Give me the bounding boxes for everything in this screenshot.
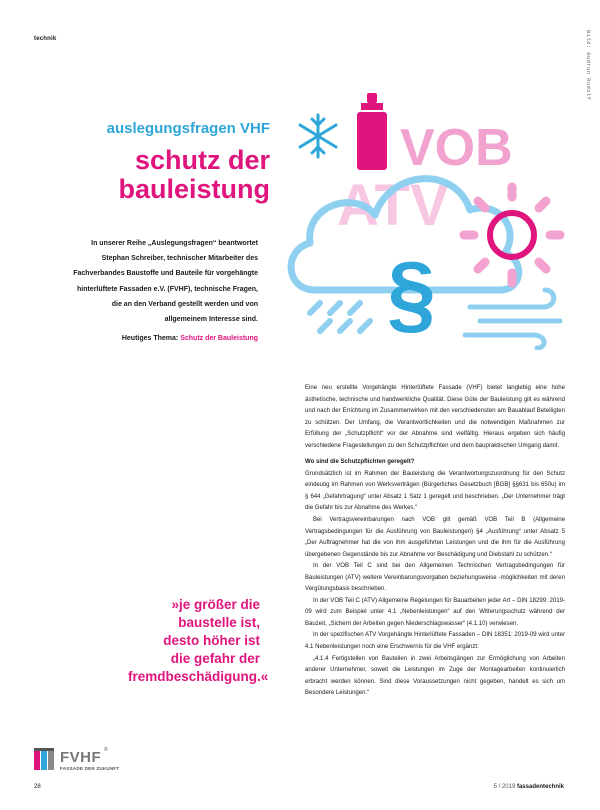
quote-line: »je größer die xyxy=(171,597,260,612)
quote-line: fremdbeschädigung.« xyxy=(128,669,269,684)
body-paragraph: In der VOB Teil C sind bei den Allgemeinen Technischen Vertragsbedingungen für Bauleistungen (ATV) weitere Vereinbarungsvorgaben beziehungsweise -möglichkeiten mit deren Vergütungsbasis beschrieben. xyxy=(305,563,565,593)
intro-text xyxy=(60,236,258,327)
body-paragraph: Grundsätzlich ist im Rahmen der Bauleistung die Verantwortungszuordnung für den Schutz eindeutig im Rahmen von Werksverträgen (Bürgerliches Gesetzbuch [BGB] §§631 bis 650u) im § 644 „Gefahrtragung“ unter Absatz 1 Satz 1 geregelt und beschrieben. „Der Unternehmer trägt die Gefahr bis zur Abnahme des Werkes.“ xyxy=(305,470,565,512)
fvhf-logo-icon xyxy=(34,748,58,772)
intro-line: hinterlüftete Fassaden e.V. (FVHF), technische Fragen, xyxy=(76,285,258,293)
quote-line: die gefahr der xyxy=(170,651,260,666)
photo-credit: Bild: Gudrun Rudolf xyxy=(585,30,592,101)
logo-name: FVHF xyxy=(60,749,102,766)
rain-icon xyxy=(310,303,370,331)
intro-line: Stephan Schreiber, technischer Mitarbeiter des xyxy=(101,255,258,263)
logo-registered-mark: ® xyxy=(104,747,108,753)
snowflake-icon xyxy=(300,115,336,157)
wind-icon xyxy=(465,290,560,348)
article-body xyxy=(305,383,565,700)
intro-line: In unserer Reihe „Auslegungsfragen“ beantwortet xyxy=(91,240,258,247)
paragraph-icon: § xyxy=(387,243,436,342)
title-line: schutz der xyxy=(134,145,270,175)
issue-number: 5 / 2019 xyxy=(493,784,516,790)
article-title xyxy=(60,146,270,204)
body-paragraph: In der VOB Teil C (ATV) Allgemeine Regelungen für Bauarbeiten jeder Art – DIN 18299: 2019-09 wird zum Beispiel unter 4.1 „Nebenleistungen“ auf den Witterungsschutz während der Bauzeit, „Sichern der Arbeiten gegen Niederschlagswasser“ (4.1.10) verwiesen. xyxy=(305,597,565,627)
section-heading: Wo sind die Schutzpflichten geregelt? xyxy=(305,459,415,466)
spray-can-icon xyxy=(357,93,387,170)
body-paragraph: „4.1.4 Fertigstellen von Bauteilen in zwei Arbeitsgängen zur Ermöglichung von Arbeiten anderer Unternehmer, soweit die Leistungen im Zuge der Montagearbeiten kontinuierlich erbracht werden können. Sind diese Voraussetzungen nicht gegeben, handelt es sich um Besondere Leistungen.“ xyxy=(305,655,565,697)
footer-issue xyxy=(494,784,564,790)
logo-tagline: FASSADE DER ZUKUNFT xyxy=(60,766,120,771)
weather-illustration xyxy=(275,85,570,350)
pull-quote xyxy=(128,596,269,686)
topic-line xyxy=(60,335,258,342)
intro-line: Fachverbandes Baustoffe und Bauteile für vorgehängte xyxy=(73,270,258,278)
intro-line: die an den Verband gestellt werden und von xyxy=(111,300,258,308)
article-subtitle: auslegungsfragen VHF xyxy=(106,120,270,137)
vob-label: VOB xyxy=(400,119,513,177)
topic-label: Heutiges Thema: xyxy=(121,335,179,342)
body-paragraph: Eine neu erstellte Vorgehängte Hinterlüftete Fassade (VHF) bietet langlebig eine hohe ästhetische, technische und handwerkliche Qualität. Diese Güte der Bauleistung gilt es während und nach der Errichtung im Zusammenwirken mit den verschiedensten am Bauablauf Beteiligten zu schützen. Der Umfang, die Verantwortlichkeiten und die notwendigen Maßnahmen zur Erfüllung der „Schutzpflicht“ vor der Abnahme sind vielfältig. Hieraus ergeben sich häufig verschiedene Fragestellungen zu den Schutzpflichten und dem baupraktischen Umgang damit. xyxy=(305,385,565,449)
atv-label: ATV xyxy=(337,173,449,238)
quote-line: desto höher ist xyxy=(163,633,260,648)
title-line: bauleistung xyxy=(118,174,270,204)
magazine-name: fassadentechnik xyxy=(516,784,564,790)
section-label: technik xyxy=(34,36,57,42)
body-paragraph: In der spezifischen ATV Vorgehängte Hinterlüftete Fassaden – DIN 18351: 2019-09 wird unter 4.1 Nebenleistungen noch eine Erschwernis für die VHF ergänzt: xyxy=(305,632,565,651)
body-paragraph: Bei Vertragsvereinbarungen nach VOB gilt gemäß VOB Teil B (Allgemeine Vertragsbedingungen für die Ausführung von Bauleistungen) §4 „Ausführung“ unter Absatz 5 „Der Auftragnehmer hat die von ihm ausgeführten Leistungen und die ihm für die Ausführung übergebenen Gegenstände bis zur Abnahme vor Beschädigung und Diebstahl zu schützen.“ xyxy=(305,517,565,558)
page-number: 28 xyxy=(34,784,41,790)
topic-value: Schutz der Bauleistung xyxy=(180,335,258,342)
quote-line: baustelle ist, xyxy=(178,615,260,630)
intro-line: allgemeinem Interesse sind. xyxy=(164,316,258,324)
